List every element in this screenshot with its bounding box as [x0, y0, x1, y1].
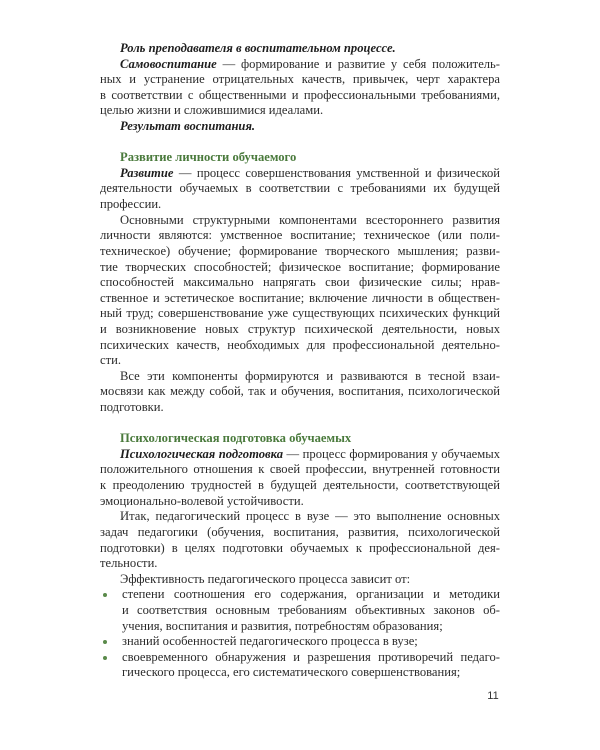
spacer: [100, 135, 500, 151]
text-line: Итак, педагогический процесс в вузе — это выполнение основных: [120, 509, 500, 524]
role-heading: [100, 41, 500, 57]
text-line: личности являются: умственное воспитание; техническое (или поли-: [100, 228, 500, 243]
text-line: тие творческих способностей; физическое воспитание; формирование: [100, 259, 500, 274]
text-line: и возникновение новых структур психической деятельности, новых: [100, 321, 500, 336]
text-line: психических качеств, необходимых для профессиональной деятельно-: [100, 337, 500, 352]
text-line: деятельности обучаемых в соответствии с требованиями их будущей: [100, 181, 500, 196]
result-heading: [100, 119, 500, 135]
text-line: ный труд; совершенствование уже существующих психических функций: [100, 306, 500, 321]
text-line: задач педагогики (обучения, воспитания, развития, психологической: [100, 524, 500, 539]
text-line: целью жизни и сложившимися идеалами.: [100, 103, 324, 118]
text-line: положительного отношения к своей профессии, внутренней готовности: [100, 462, 500, 477]
bullet-icon: [103, 656, 107, 660]
list-item-text: знаний особенностей педагогического процесса в вузе;: [122, 634, 418, 649]
text-line: сти.: [100, 353, 121, 368]
text-line: эмоционально-волевой устойчивости.: [100, 493, 304, 508]
term-development: Развитие: [120, 165, 174, 180]
term-self-education: Самовоспитание: [120, 56, 217, 71]
text-line: Все эти компоненты формируются и развиваются в тесной взаи-: [120, 368, 500, 383]
section-title-development: Развитие личности обучаемого: [120, 150, 297, 165]
definition-line: [100, 166, 500, 182]
list-item-continuation: учения, воспитания и развития, потребностям образования;: [122, 618, 443, 633]
bullet-icon: [103, 593, 107, 597]
text-line: способностей максимально напрягать свои физические силы; нрав-: [100, 275, 500, 290]
definition-line: [100, 447, 500, 463]
list-intro: Эффективность педагогического процесса зависит от:: [120, 571, 411, 586]
text-line: — формирование и развитие у себя положитель-: [216, 56, 500, 71]
text-line: подготовки) в целях подготовки обучаемых к профессиональной дея-: [100, 540, 500, 555]
list-item-text: своевременного обнаружения и разрешения противоречий педаго-: [122, 649, 500, 664]
text-line: к преодолению трудностей в будущей деятельности, соответствующей: [100, 478, 500, 493]
self-education-line: [100, 57, 500, 73]
section-title-psychological-training: Психологическая подготовка обучаемых: [120, 431, 352, 446]
role-heading-text: Роль преподавателя в воспитательном процессе.: [120, 41, 396, 55]
list-item: [100, 650, 500, 666]
text-line: Основными структурными компонентами всестороннего развития: [120, 212, 500, 227]
list-item-text: степени соотношения его содержания, организации и методики: [122, 587, 500, 602]
text-line: тельности.: [100, 556, 158, 571]
text-line: ных и устранение отрицательных качеств, привычек, черт характера: [100, 72, 500, 87]
term-psychological-training: Психологическая подготовка: [120, 446, 284, 461]
text-line: — процесс совершенствования умственной и физической: [173, 165, 500, 180]
list-item: [100, 634, 500, 650]
page-body: [100, 41, 500, 681]
text-line: мосвязи как между собой, так и обучения, воспитания, психологической: [100, 384, 500, 399]
text-line: в соответствии с общественными и профессиональными требованиями,: [100, 87, 500, 102]
bullet-icon: [103, 640, 107, 644]
text-line: техническое) обучение; формирование творческого мышления; разви-: [100, 243, 500, 258]
text-line: подготовки.: [100, 400, 164, 415]
page-number: 11: [487, 690, 499, 702]
list-item: [100, 587, 500, 603]
spacer: [100, 416, 500, 432]
list-item-continuation: и соответствия основным требованиям объективных законов об-: [122, 602, 500, 617]
list-item-continuation: гического процесса, его систематического совершенствования;: [122, 665, 461, 680]
text-line: ственное и эстетическое воспитание; включение личности в обществен-: [100, 290, 500, 305]
result-heading-text: Результат воспитания.: [120, 119, 256, 134]
text-line: — процесс формирования у обучаемых: [283, 446, 500, 461]
text-line: профессии.: [100, 197, 162, 212]
